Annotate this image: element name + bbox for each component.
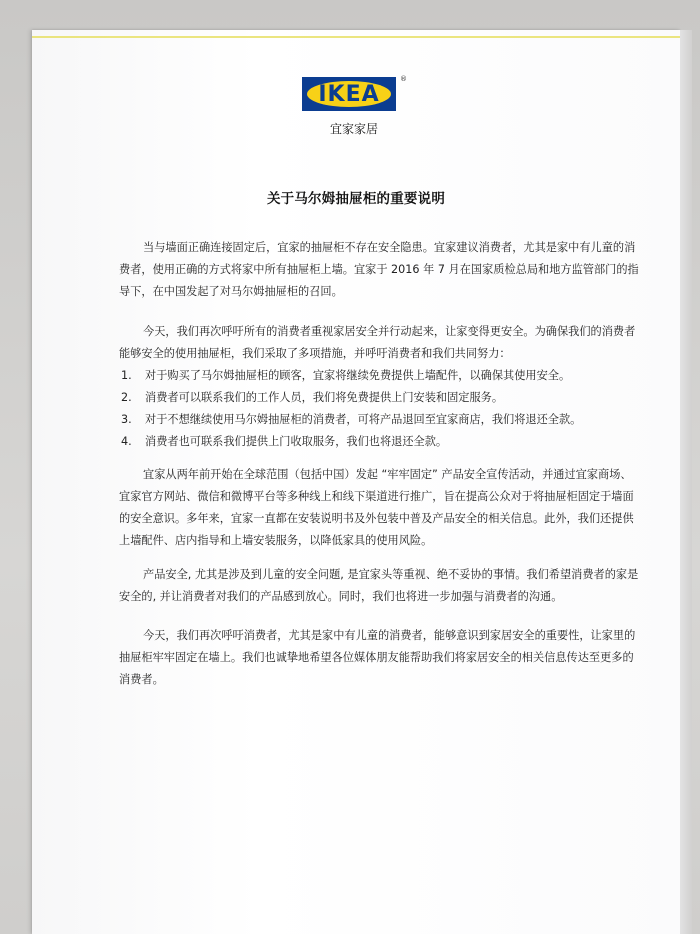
list-item [119,387,639,409]
ikea-logo [302,77,396,111]
document-paper [32,30,680,934]
list-item [119,409,639,431]
list-item-text: 消费者可以联系我们的工作人员，我们将免费提供上门安装和固定服务。 [145,391,504,404]
measures-list [119,365,639,453]
paragraph-2 [119,321,639,365]
list-item-text: 消费者也可联系我们提供上门收取服务，我们也将退还全款。 [145,435,448,448]
paragraph-4-text: 产品安全, 尤其是涉及到儿童的安全问题, 是宜家头等重视、绝不妥协的事情。我们希望消费者的家是安全的, 并让消费者对我们的产品感到放心。同时，我们也将进一步加强与消费者的沟通。 [119,568,639,603]
list-item-text: 对于不想继续使用马尔姆抽屉柜的消费者，可将产品退回至宜家商店，我们将退还全款。 [145,413,582,426]
paper-top-edge [32,36,680,38]
paragraph-3 [119,464,639,552]
list-item-number: 4. [121,435,132,448]
paragraph-5-text: 今天，我们再次呼吁消费者，尤其是家中有儿童的消费者，能够意识到家居安全的重要性，让家里的抽屉柜牢牢固定在墙上。我们也诚挚地希望各位媒体朋友能帮助我们将家居安全的相关信息传达至更多的消费者。 [119,629,636,686]
list-item [119,365,639,387]
logo-text: IKEA [318,81,380,107]
paragraph-2-text: 今天，我们再次呼吁所有的消费者重视家居安全并行动起来，让家变得更安全。为确保我们的消费者能够安全的使用抽屉柜，我们采取了多项措施，并呼吁消费者和我们共同努力： [119,325,636,360]
list-item [119,431,639,453]
registered-mark: ® [400,75,407,83]
brand-chinese-name: 宜家家居 [329,122,378,136]
list-item-text: 对于购买了马尔姆抽屉柜的顾客，宜家将继续免费提供上墙配件，以确保其使用安全。 [145,369,571,382]
paragraph-1-text: 当与墙面正确连接固定后，宜家的抽屉柜不存在安全隐患。宜家建议消费者，尤其是家中有儿童的消费者，使用正确的方式将家中所有抽屉柜上墙。宜家于 2016 年 7 月在国家质检总局和地方监管部门的指导下，在中国发起了对马尔姆抽屉柜的召回。 [119,241,639,298]
list-item-number: 3. [121,413,132,426]
paragraph-3-text: 宜家从两年前开始在全球范围（包括中国）发起 “牢牢固定” 产品安全宣传活动，并通过宜家商场、宜家官方网站、微信和微博平台等多种线上和线下渠道进行推广，旨在提高公众对于将抽屉柜固定于墙面的安全意识。多年来，宜家一直都在安装说明书及外包装中普及产品安全的相关信息。此外，我们还提供上墙配件、店内指导和上墙安装服务，以降低家具的使用风险。 [119,468,634,547]
document-title: 关于马尔姆抽屉柜的重要说明 [266,191,446,207]
paragraph-1 [119,237,639,303]
paragraph-5 [119,625,639,691]
paragraph-4 [119,564,639,608]
paper-stack-edge [680,30,692,934]
list-item-number: 2. [121,391,132,404]
list-item-number: 1. [121,369,132,382]
